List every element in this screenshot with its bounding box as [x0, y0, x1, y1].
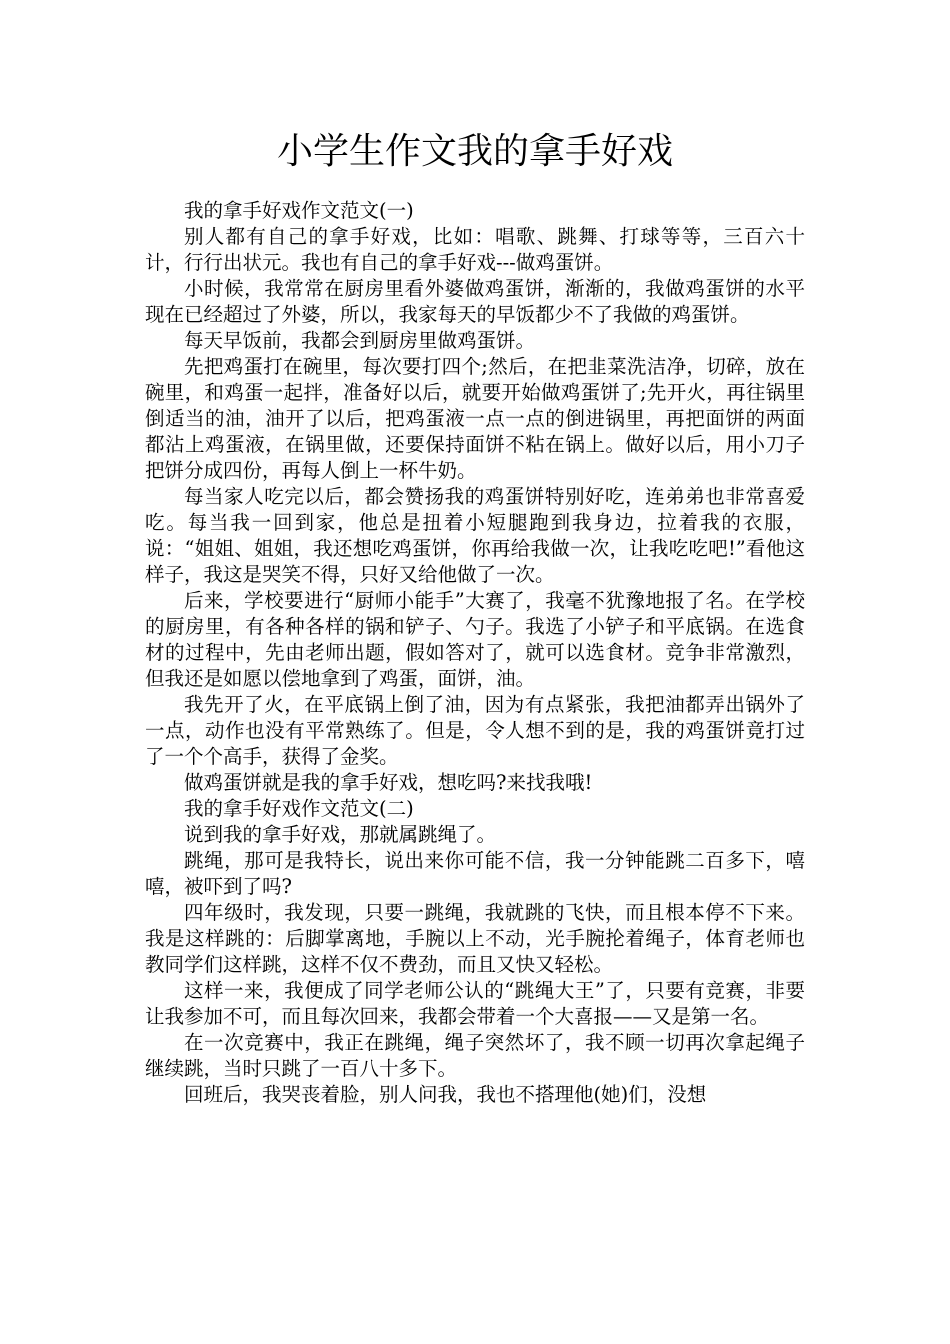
paragraph: 我先开了火，在平底锅上倒了油，因为有点紧张，我把油都弄出锅外了一点，动作也没有平常熟练了。但是，令人想不到的是，我的鸡蛋饼竟打过了一个个高手，获得了金奖。 [145, 693, 805, 768]
paragraph: 小时候，我常常在厨房里看外婆做鸡蛋饼，渐渐的，我做鸡蛋饼的水平现在已经超过了外婆，所以，我家每天的早饭都少不了我做的鸡蛋饼。 [145, 277, 805, 326]
paragraph: 后来，学校要进行“厨师小能手”大赛了，我毫不犹豫地报了名。在学校的厨房里，有各种各样的锅和铲子、勺子。我选了小铲子和平底锅。在选食材的过程中，先由老师出题，假如答对了，就可以选食材。竞争非常激烈，但我还是如愿以偿地拿到了鸡蛋，面饼，油。 [145, 589, 805, 690]
paragraph: 在一次竞赛中，我正在跳绳，绳子突然坏了，我不顾一切再次拿起绳子继续跳，当时只跳了一百八十多下。 [145, 1031, 805, 1080]
paragraph: 先把鸡蛋打在碗里，每次要打四个;然后，在把韭菜洗洁净，切碎，放在碗里，和鸡蛋一起拌，准备好以后，就要开始做鸡蛋饼了;先开火，再往锅里倒适当的油，油开了以后，把鸡蛋液一点一点的倒进锅里，再把面饼的两面都沾上鸡蛋液，在锅里做，还要保持面饼不粘在锅上。做好以后，用小刀子把饼分成四份，再每人倒上一杯牛奶。 [145, 355, 805, 482]
document-title: 小学生作文我的拿手好戏 [276, 131, 673, 172]
paragraph: 别人都有自己的拿手好戏，比如：唱歌、跳舞、打球等等，三百六十计，行行出状元。我也有自己的拿手好戏---做鸡蛋饼。 [145, 225, 805, 274]
paragraph: 说到我的拿手好戏，那就属跳绳了。 [184, 823, 497, 846]
paragraph: 跳绳，那可是我特长，说出来你可能不信，我一分钟能跳二百多下，嘻嘻，被吓到了吗? [145, 849, 805, 898]
paragraph: 我的拿手好戏作文范文(二) [184, 797, 414, 820]
paragraph: 每当家人吃完以后，都会赞扬我的鸡蛋饼特别好吃，连弟弟也非常喜爱吃。每当我一回到家，他总是扭着小短腿跑到我身边，拉着我的衣服，说：“姐姐、姐姐，我还想吃鸡蛋饼，你再给我做一次，让我吃吃吧!”看他这样子，我这是哭笑不得，只好又给他做了一次。 [145, 485, 805, 586]
paragraph: 每天早饭前，我都会到厨房里做鸡蛋饼。 [184, 329, 536, 352]
paragraph: 我的拿手好戏作文范文(一) [184, 199, 414, 222]
document-body [145, 198, 805, 1108]
paragraph: 四年级时，我发现，只要一跳绳，我就跳的飞快，而且根本停不下来。我是这样跳的：后脚掌离地，手腕以上不动，光手腕抡着绳子，体育老师也教同学们这样跳，这样不仅不费劲，而且又快又轻松。 [145, 901, 805, 976]
paragraph: 回班后，我哭丧着脸，别人问我，我也不搭理他(她)们，没想 [184, 1083, 707, 1106]
paragraph: 做鸡蛋饼就是我的拿手好戏，想吃吗?来找我哦! [184, 771, 593, 794]
paragraph: 这样一来，我便成了同学老师公认的“跳绳大王”了，只要有竞赛，非要让我参加不可，而且每次回来，我都会带着一个大喜报——又是第一名。 [145, 979, 805, 1028]
